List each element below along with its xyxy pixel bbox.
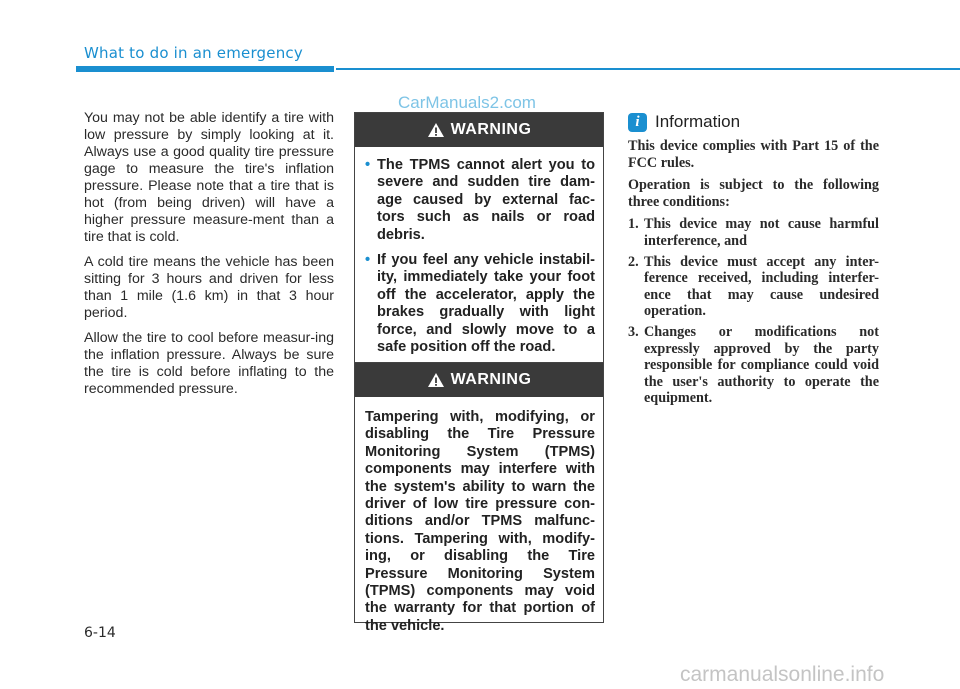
body-paragraph: Allow the tire to cool before measur-ing the inflation pressure. Always be sure the tire is cold before inflating to the recommended pressure.	[84, 330, 334, 397]
header-rule	[336, 68, 960, 70]
header-accent-bar	[76, 66, 334, 72]
list-item	[628, 216, 879, 249]
warning-item	[365, 252, 595, 356]
warning-triangle-icon	[427, 122, 445, 138]
body-paragraph: You may not be able identify a tire with low pressure by simply looking at it. Always use a good quality tire pressure gage to measure the tire's inflation pressure. Please note that a tire that is hot (from being driven) will have a higher pressure measure-ment than a tire that is cold.	[84, 110, 334, 245]
list-item-number: 1.	[628, 216, 639, 233]
warning-box-tpms-alert	[354, 112, 604, 367]
information-conditions-lead: Operation is subject to the following three conditions:	[628, 177, 879, 210]
conditions-list	[628, 216, 879, 407]
list-item-text: This device may not cause harmful interference, and	[644, 216, 879, 249]
body-paragraph: A cold tire means the vehicle has been sitting for 3 hours and driven for less than 1 mile (1.6 km) in that 3 hour period.	[84, 254, 334, 321]
information-header	[628, 113, 879, 132]
warning-title: WARNING	[450, 371, 532, 388]
warning-item-text: The TPMS cannot alert you to severe and sudden tire dam-age caused by external fac-tors such as nails or road debris.	[377, 157, 595, 243]
information-section	[628, 113, 879, 411]
list-item-number: 3.	[628, 323, 639, 340]
warning-item	[365, 157, 595, 244]
watermark-bottom: carmanualsonline.info	[680, 663, 885, 686]
info-icon: i	[628, 113, 647, 132]
list-item	[628, 254, 879, 320]
warning-title: WARNING	[450, 121, 532, 138]
warning-header	[355, 113, 603, 147]
list-item-text: This device must accept any inter-ference received, including interfer-ence that may cause undesired operation.	[644, 253, 879, 320]
bullet-icon: •	[365, 157, 371, 173]
list-item-number: 2.	[628, 253, 639, 270]
warning-triangle-icon	[427, 372, 445, 388]
list-item	[628, 324, 879, 407]
bullet-icon: •	[365, 252, 371, 269]
warning-item-text: If you feel any vehicle instabil-ity, immediately take your foot off the accelerator, apply the brakes gradually with light force, and slowly move to a safe position off the road.	[377, 252, 595, 356]
list-item-text: Changes or modifications not expressly approved by the party responsible for compliance could void the user's authority to operate the equipment.	[644, 323, 879, 407]
section-title: What to do in an emergency	[84, 44, 303, 62]
information-title: Information	[655, 112, 741, 132]
warning-body: Tampering with, modifying, or disabling the Tire Pressure Monitoring System (TPMS) components may interfere with the system's ability to warn the driver of low tire pressure con-ditions and/or TPMS malfunc-tions. Tampering with, modify-ing, or disabling the Tire Pressure Monitoring System (TPMS) components may void the warranty for that portion of the vehicle.	[365, 409, 595, 634]
warning-box-tampering	[354, 362, 604, 634]
body-text-column	[84, 110, 334, 406]
warning-header	[355, 363, 603, 397]
warning-body	[355, 147, 603, 366]
watermark-top: CarManuals2.com	[398, 93, 536, 112]
information-intro: This device complies with Part 15 of the FCC rules.	[628, 138, 879, 171]
page-number: 6-14	[84, 625, 116, 641]
